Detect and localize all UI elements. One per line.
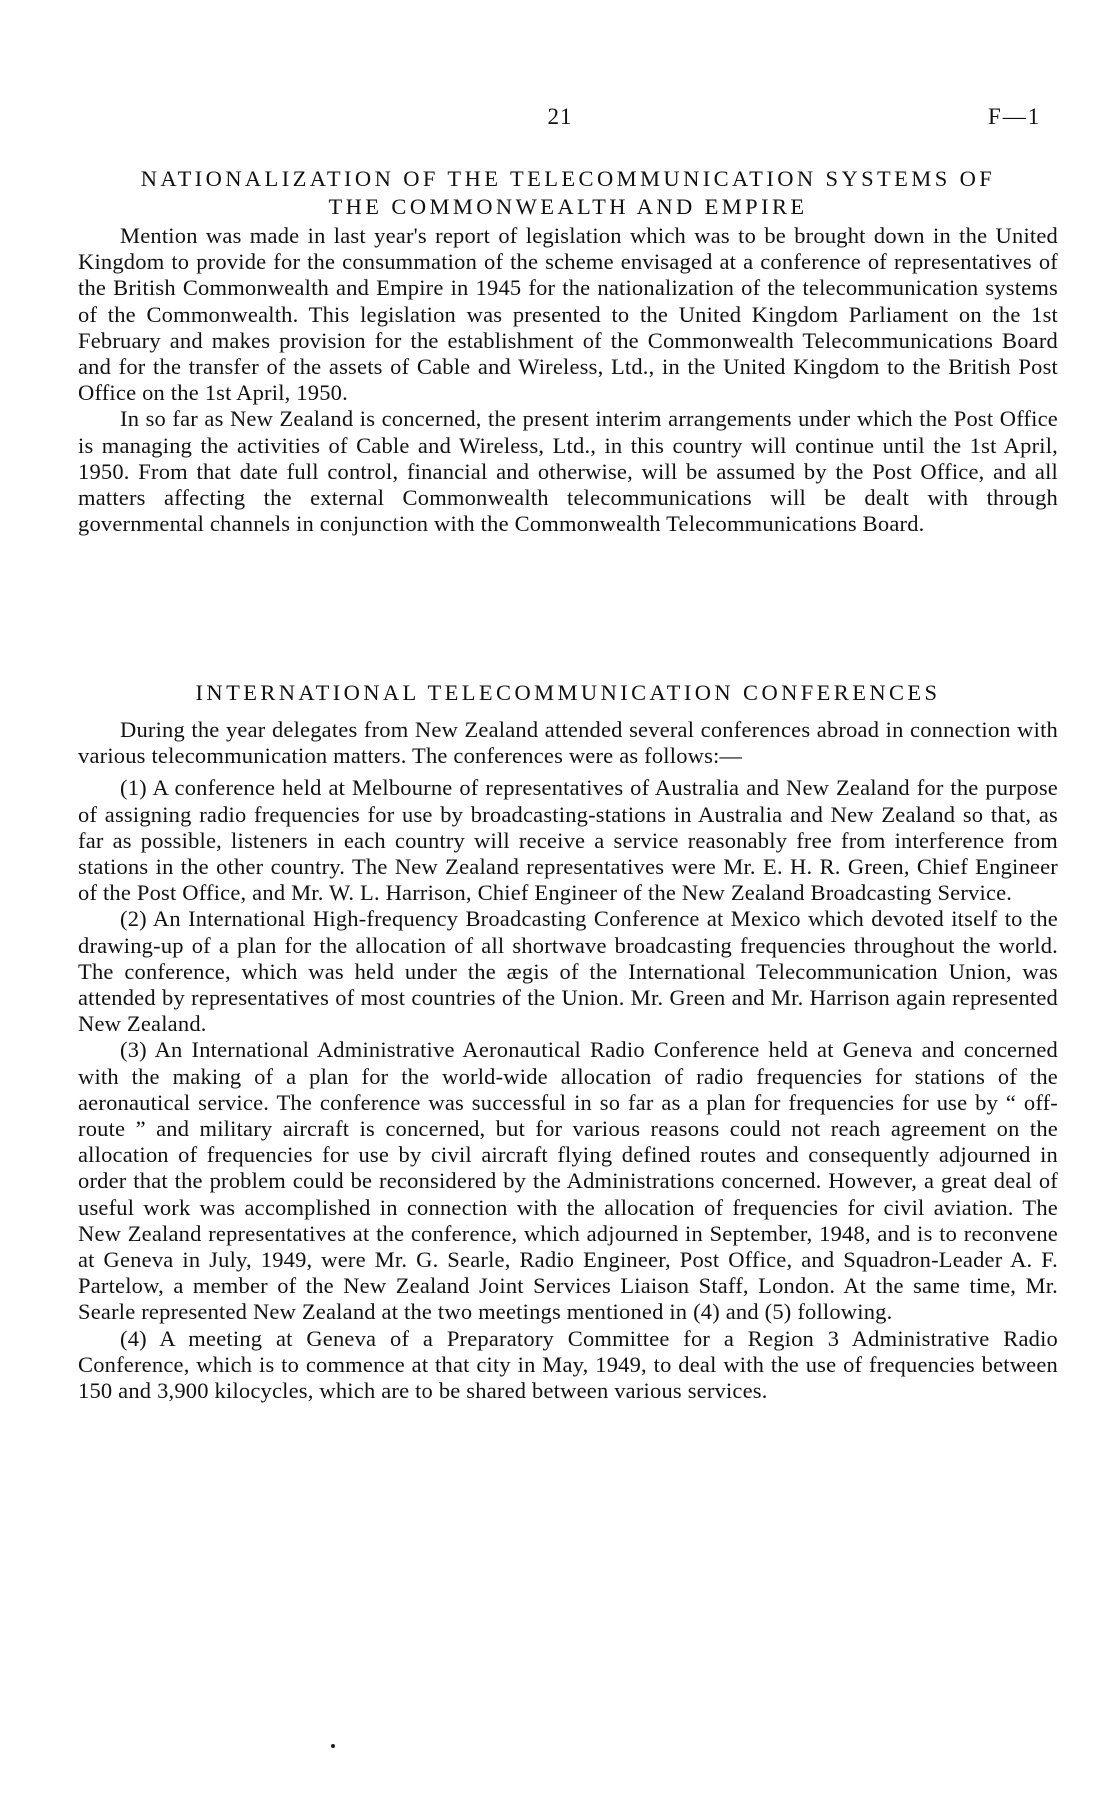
stray-mark: [331, 1744, 335, 1748]
section-heading: NATIONALIZATION OF THE TELECOMMUNICATION SYSTEMS OF: [140, 166, 996, 191]
section-heading: INTERNATIONAL TELECOMMUNICATION CONFERENCES: [195, 680, 941, 705]
paragraph: In so far as New Zealand is concerned, the present interim arrangements under which the Post Office is managing the activities of Cable and Wireless, Ltd., in this country will continue until the 1st April, 1950. From that date full control, financial and otherwise, will be assumed by the Post Office, and all matters affecting the external Commonwealth telecommunications will be dealt with through governmental channels in conjunction with the Commonwealth Telecommunications Board.: [78, 406, 1058, 537]
list-item: (2) An International High-frequency Broadcasting Conference at Mexico which devoted itself to the drawing-up of a plan for the allocation of all shortwave broadcasting frequencies throughout the world. The conference, which was held under the ægis of the International Telecommunication Union, was attended by representatives of most countries of the Union. Mr. Green and Mr. Harrison again represented New Zealand.: [78, 906, 1058, 1037]
list-item: (3) An International Administrative Aeronautical Radio Conference held at Geneva and concerned with the making of a plan for the world-wide allocation of radio frequencies for stations of the aeronautical service. The conference was successful in so far as a plan for frequencies for use by “ off-route ” and military aircraft is concerned, but for various reasons could not reach agreement on the allocation of frequencies for use by civil aircraft flying defined routes and consequently adjourned in order that the problem could be reconsidered by the Administrations concerned. However, a great deal of useful work was accomplished in connection with the allocation of frequencies for civil aviation. The New Zealand representatives at the conference, which adjourned in September, 1948, and is to reconvene at Geneva in July, 1949, were Mr. G. Searle, Radio Engineer, Post Office, and Squadron-Leader A. F. Partelow, a member of the New Zealand Joint Services Liaison Staff, London. At the same time, Mr. Searle represented New Zealand at the two meetings mentioned in (4) and (5) following.: [78, 1037, 1058, 1325]
section-heading-line-2: THE COMMONWEALTH AND EMPIRE: [328, 194, 808, 219]
list-item: (4) A meeting at Geneva of a Preparatory Committee for a Region 3 Administrative Radio Conference, which is to commence at that city in May, 1949, to deal with the use of frequencies between 150 and 3,900 kilocycles, which are to be shared between various services.: [78, 1325, 1058, 1404]
list-item: (1) A conference held at Melbourne of representatives of Australia and New Zealand for the purpose of assigning radio frequencies for use by broadcasting-stations in Australia and New Zealand so that, as far as possible, listeners in each country will receive a service reasonably free from interference from stations in the other country. The New Zealand representatives were Mr. E. H. R. Green, Chief Engineer of the Post Office, and Mr. W. L. Harrison, Chief Engineer of the New Zealand Broadcasting Service.: [78, 775, 1058, 906]
section-conferences: [78, 681, 1058, 1404]
section-nationalization: [78, 167, 1058, 537]
paragraph: Mention was made in last year's report of legislation which was to be brought down in the United Kingdom to provide for the consummation of the scheme envisaged at a conference of representatives of the British Commonwealth and Empire in 1945 for the nationalization of the telecommunication systems of the Commonwealth. This legislation was presented to the United Kingdom Parliament on the 1st February and makes provision for the establishment of the Commonwealth Telecommunications Board and for the transfer of the assets of Cable and Wireless, Ltd., in the United Kingdom to the British Post Office on the 1st April, 1950.: [78, 223, 1058, 406]
document-code: F—1: [988, 104, 1042, 129]
page-number: 21: [547, 104, 573, 129]
paragraph: During the year delegates from New Zealand attended several conferences abroad in connection with various telecommunication matters. The conferences were as follows:—: [78, 717, 1058, 769]
